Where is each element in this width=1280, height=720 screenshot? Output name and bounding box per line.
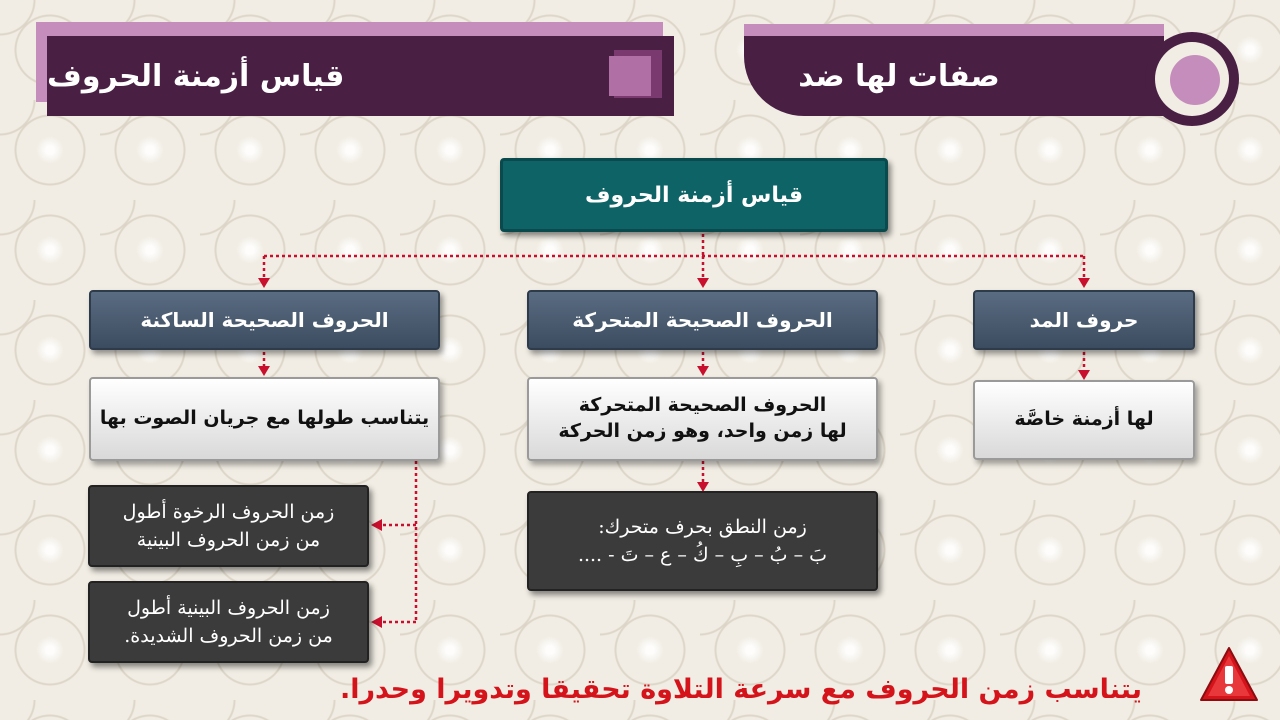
desc-mutaharrika-line1: الحروف الصحيحة المتحركة xyxy=(578,394,827,417)
section-title: صفات لها ضد xyxy=(744,36,1164,116)
category-sakina: الحروف الصحيحة الساكنة xyxy=(89,290,440,350)
detail-mutaharrika-line1: زمن النطق بحرف متحرك: xyxy=(598,515,807,538)
desc-mutaharrika xyxy=(527,377,878,461)
warning-icon xyxy=(1198,644,1260,706)
page-title: قياس أزمنة الحروف xyxy=(47,36,674,116)
detail-sakina-2-line2: من زمن الحروف الشديدة. xyxy=(124,625,333,647)
desc-sakina: يتناسب طولها مع جريان الصوت بها xyxy=(89,377,440,461)
title-square-icon-inner xyxy=(609,56,651,96)
detail-sakina-2-line1: زمن الحروف البينية أطول xyxy=(127,596,330,619)
desc-mutaharrika-line2: لها زمن واحد، وهو زمن الحركة xyxy=(558,420,847,442)
note-text: يتناسب زمن الحروف مع سرعة التلاوة تحقيقا وتدويرا وحدرا. xyxy=(340,673,1142,705)
detail-sakina-1 xyxy=(88,485,369,567)
detail-sakina-2 xyxy=(88,581,369,663)
detail-sakina-1-line2: من زمن الحروف البينية xyxy=(136,529,321,551)
desc-madd: لها أزمنة خاصَّة xyxy=(973,380,1195,460)
detail-mutaharrika-line2: بَ – بُ – بِ – كُ – ع – تَ - .... xyxy=(577,544,828,566)
detail-mutaharrika xyxy=(527,491,878,591)
category-madd: حروف المد xyxy=(973,290,1195,350)
section-badge-dot xyxy=(1170,55,1220,105)
root-node: قياس أزمنة الحروف xyxy=(500,158,888,232)
category-mutaharrika: الحروف الصحيحة المتحركة xyxy=(527,290,878,350)
detail-sakina-1-line1: زمن الحروف الرخوة أطول xyxy=(122,500,335,523)
